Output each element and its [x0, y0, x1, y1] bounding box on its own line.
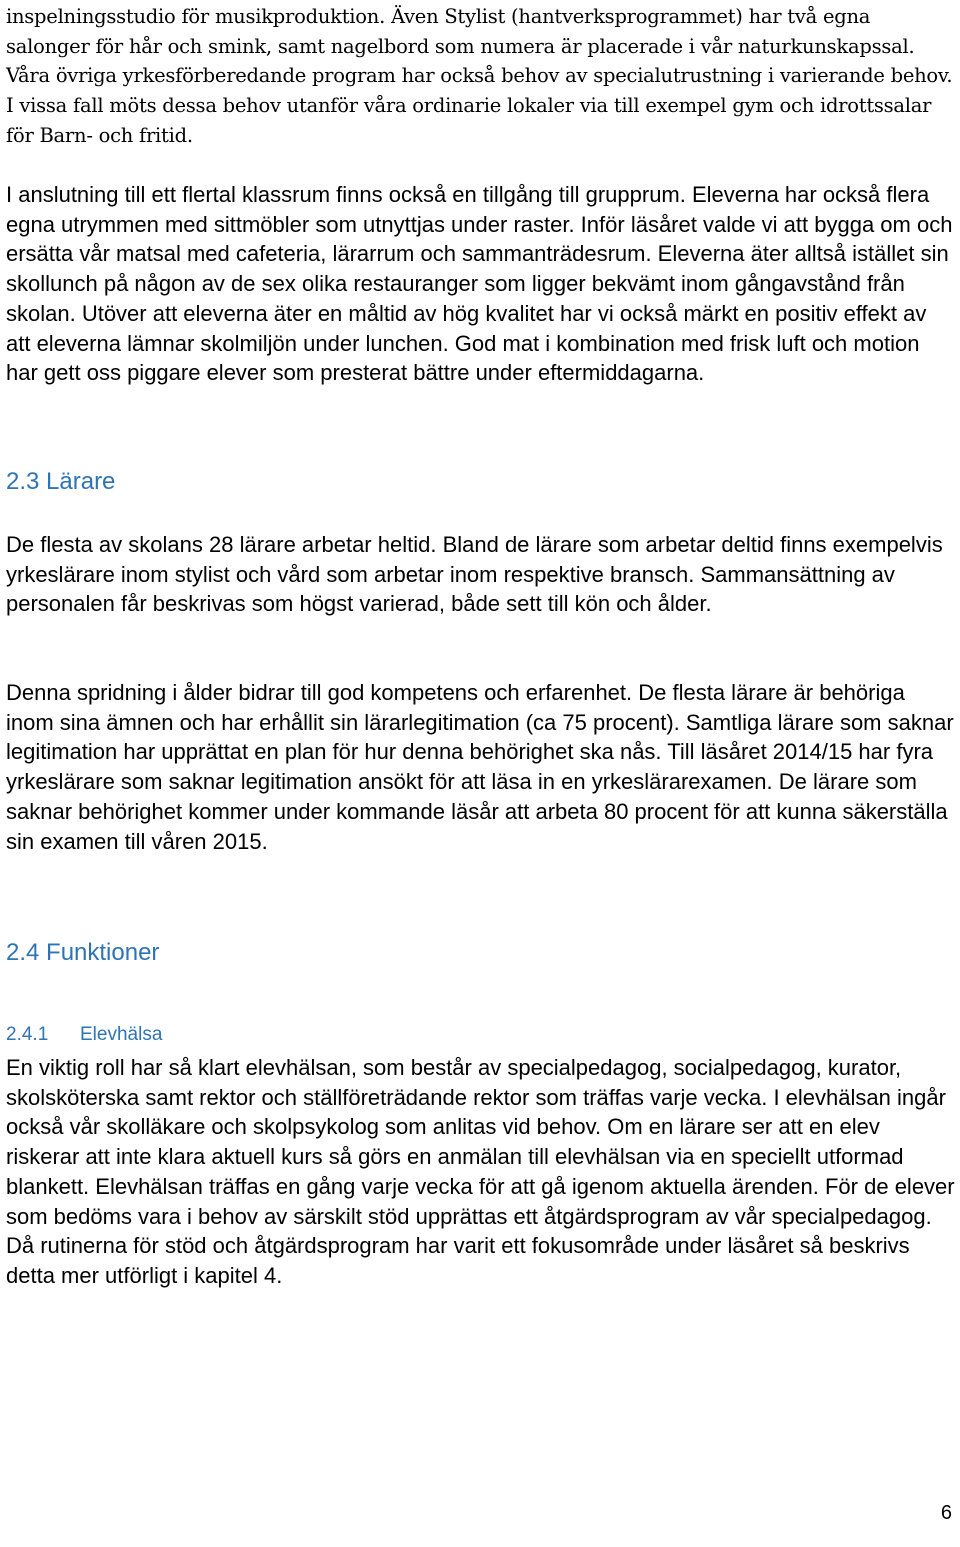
paragraph-facilities-programs: inspelningsstudio för musikproduktion. Även Stylist (hantverksprogrammet) har två egna salonger för hår och smink, samt nagelbord som numera är placerade i vår naturkunskapssal. Våra övriga yrkesförberedande program har också behov av specialutrustning i varierande behov. I vissa fall möts dessa behov utanför våra ordinarie lokaler via till exempel gym och idrottssalar för Barn- och fritid.	[6, 5, 953, 147]
page-number: 6	[940, 1502, 952, 1524]
paragraph-teachers-fulltime: De flesta av skolans 28 lärare arbetar heltid. Bland de lärare som arbetar deltid finns exempelvis yrkeslärare inom stylist och vård som arbetar inom respektive bransch. Sammansättning av personalen får beskrivas som högst varierad, både sett till kön och ålder.	[6, 532, 943, 617]
paragraph-student-health: En viktig roll har så klart elevhälsan, som består av specialpedagog, socialpedagog, kurator, skolsköterska samt rektor och ställföreträdande rektor som träffas varje vecka. I elevhälsan ingår också vår skolläkare och skolpsykolog som anlitas vid behov. Om en lärare ser att en elev riskerar att inte klara aktuell kurs så görs en anmälan till elevhälsan via en speciellt utformad blankett. Elevhälsan träffas en gång varje vecka för att gå igenom aktuella ärenden. För de elever som bedöms vara i behov av särskilt stöd upprättas ett åtgärdsprogram av vår specialpedagog. Då rutinerna för stöd och åtgärdsprogram har varit ett fokusområde under läsåret så beskrivs detta mer utförligt i kapitel 4.	[6, 1055, 955, 1288]
subsection-heading-student-health	[6, 1023, 162, 1047]
document-page	[6, 0, 956, 1547]
paragraph-group-rooms-lunch: I anslutning till ett flertal klassrum finns också en tillgång till grupprum. Eleverna har också flera egna utrymmen med sittmöbler som utnyttjas under raster. Inför läsåret valde vi att bygga om och ersätta vår matsal med cafeteria, lärarrum och sammanträdesrum. Eleverna äter alltså istället sin skollunch på någon av de sex olika restauranger som ligger bekvämt inom gångavstånd från skolan. Utöver att eleverna äter en måltid av hög kvalitet har vi också märkt en positiv effekt av att eleverna lämnar skolmiljön under lunchen. God mat i kombination med frisk luft och motion har gett oss piggare elever som presterat bättre under eftermiddagarna.	[6, 182, 953, 386]
section-heading-functions: 2.4 Funktioner	[6, 939, 160, 966]
subsection-number: 2.4.1	[6, 1024, 49, 1045]
paragraph-teachers-qualification: Denna spridning i ålder bidrar till god kompetens och erfarenhet. De flesta lärare är behöriga inom sina ämnen och har erhållit sin lärarlegitimation (ca 75 procent). Samtliga lärare som saknar legitimation har upprättat en plan för hur denna behörighet ska nås. Till läsåret 2014/15 har fyra yrkeslärare som saknar legitimation ansökt för att läsa in en yrkeslärarexamen. De lärare som saknar behörighet kommer under kommande läsår att arbeta 80 procent för att kunna säkerställa sin examen till våren 2015.	[6, 680, 954, 854]
subsection-title: Elevhälsa	[80, 1024, 163, 1045]
section-heading-teachers: 2.3 Lärare	[6, 468, 116, 495]
